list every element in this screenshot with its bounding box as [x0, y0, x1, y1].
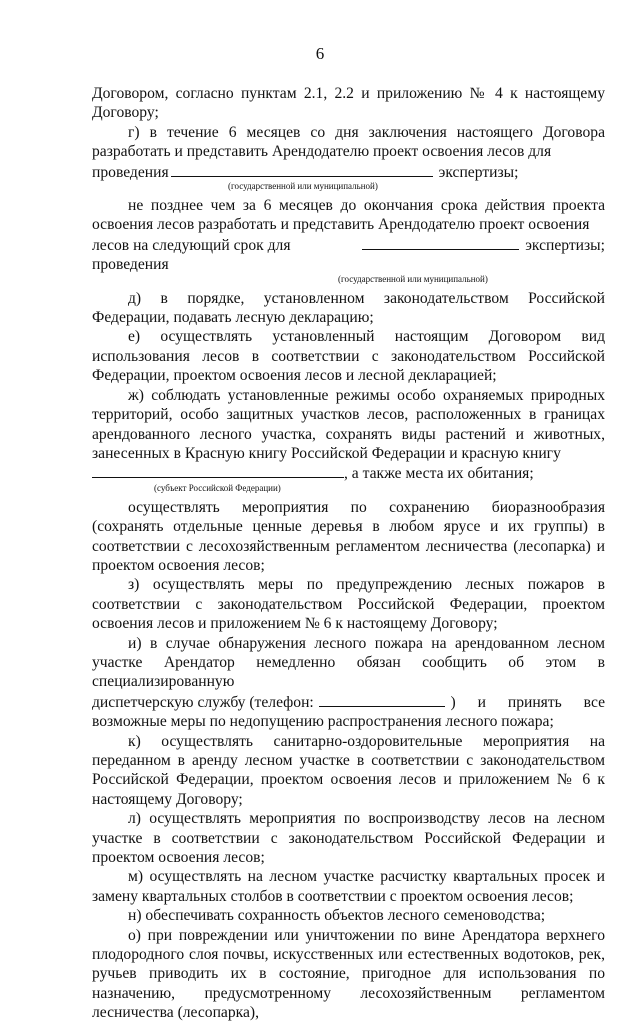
paragraph-next-term: не позднее чем за 6 месяцев до окончания срока действия проекта освоения лесов разработать и представить Арендодателю проект освоения — [92, 197, 605, 234]
paragraph-i: и) в случае обнаружения лесного пожара на арендованном лесном участке Арендатор немедленно обязан сообщить об этом в специализированную — [92, 634, 605, 691]
paragraph-next-term-prefix: лесов на следующий срок для проведения — [92, 236, 291, 274]
caption-federal-subject: (субъект Российской Федерации) — [154, 482, 281, 493]
caption-state-or-municipal-1: (государственной или муниципальной) — [228, 181, 378, 192]
paragraph-n: н) обеспечивать сохранность объектов лесного семеноводства; — [128, 907, 546, 925]
paragraph-g-prefix: проведения — [92, 163, 169, 181]
paragraph-zh: ж) соблюдать установленные режимы особо охраняемых природных территорий, особо защитных участков лесов, расположенных в границах арендованного лесного участка, сохранять виды растений и животных, занесенных в Красную книгу Российской Федерации и красную книгу — [92, 386, 605, 462]
paragraph-biodiversity: осуществлять мероприятия по сохранению биоразнообразия (сохранять отдельные ценные деревья в любом ярусе и их группы) в соответствии с лесохозяйственным регламентом лесничества (лесопарка) и проектом освоения лесов; — [92, 498, 605, 574]
blank-field-expertise-type[interactable] — [171, 162, 433, 177]
paragraph-k: к) осуществлять санитарно-оздоровительные мероприятия на переданном в аренду лесном участке в соответствии с законодательством Российской Федерации, проектом освоения лесов и приложением № 6 к настоящему Договору; — [92, 732, 605, 808]
paragraph-m: м) осуществлять на лесном участке расчистку квартальных просек и замену квартальных столбов в соответствии с проектом освоения лесов; — [92, 868, 605, 905]
paragraph-i-blank-line — [92, 692, 605, 712]
paragraph-l: л) осуществлять мероприятия по воспроизводству лесов на лесном участке в соответствии с законодательством Российской Федерации и проектом освоения лесов; — [92, 810, 605, 867]
blank-field-federal-subject[interactable] — [92, 463, 344, 478]
document-body — [92, 84, 605, 1023]
paragraph-g-blank-line — [92, 162, 605, 182]
blank-field-expertise-type-next[interactable] — [362, 235, 519, 250]
paragraph-i-continued: возможные меры по недопущению распространения лесного пожара; — [92, 713, 554, 731]
paragraph-g: г) в течение 6 месяцев со дня заключения настоящего Договора разработать и представить Арендодателю проект освоения лесов для — [92, 123, 605, 161]
caption-state-or-municipal-2: (государственной или муниципальной) — [338, 273, 488, 284]
paragraph-next-term-blank-line — [92, 235, 605, 275]
paragraph-g-suffix: экспертизы; — [438, 163, 519, 181]
paragraph-d: д) в порядке, установленном законодательством Российской Федерации, подавать лесную декларацию; — [92, 289, 605, 327]
paragraph-next-term-suffix: экспертизы; — [525, 236, 605, 254]
paragraph-intro: Договором, согласно пунктам 2.1, 2.2 и приложению № 4 к настоящему Договору; — [92, 85, 605, 122]
paragraph-e: е) осуществлять установленный настоящим Договором вид использования лесов в соответствии с законодательством Российской Федерации, проектом освоения лесов и лесной декларацией; — [92, 328, 605, 385]
paragraph-i-prefix: диспетчерскую службу (телефон: — [92, 693, 314, 711]
page-number: 6 — [315, 44, 325, 63]
paragraph-i-suffix: ) и принять все — [450, 693, 605, 711]
paragraph-z: з) осуществлять меры по предупреждению лесных пожаров в соответствии с законодательством Российской Федерации, проектом освоения лесов и приложением № 6 к настоящему Договору; — [92, 576, 605, 633]
blank-field-phone[interactable] — [319, 692, 445, 707]
paragraph-zh-blank-line — [92, 463, 605, 483]
paragraph-zh-suffix: , а также места их обитания; — [344, 465, 534, 483]
paragraph-o: о) при повреждении или уничтожении по вине Арендатора верхнего плодородного слоя почвы, искусственных или естественных водотоков, рек, ручьев приводить их в состояние, пригодное для использования по назначению, предусмотренному лесохозяйственным регламентом лесничества (лесопарка), — [92, 926, 605, 1022]
